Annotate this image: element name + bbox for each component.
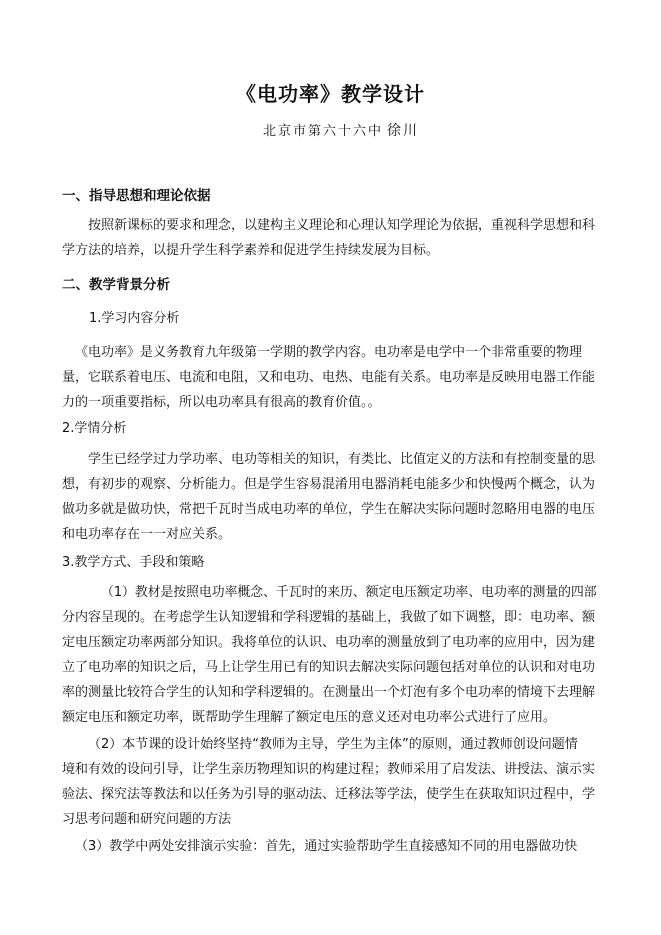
student-analysis-text — [62, 447, 602, 547]
section-heading-guiding-ideas: 一、指导思想和理论依据 — [62, 188, 211, 204]
text-line: 力的一项重要指标，所以电功率具有很高的教育价值。。 — [62, 395, 381, 410]
document-title: 《电功率》教学设计 — [236, 82, 425, 106]
text-line: 率的测量比较符合学生的认知和学科逻辑的。在测量出一个灯泡有多个电功率的情境下去理解 — [62, 685, 596, 700]
text-line: 想，有初步的观察、分析能力。但是学生容易混淆用电器消耗电能多少和快慢两个概念，认为 — [62, 477, 596, 492]
text-line: 《电功率》是义务教育九年级第一学期的教学内容。电功率是电学中一个非常重要的物理 — [75, 345, 583, 360]
teaching-methods-p1 — [62, 580, 602, 730]
author-line — [263, 120, 419, 140]
text-line: 按照新课标的要求和理念，以建构主义理论和心理认知学理论为依据，重视科学思想和科 — [88, 218, 596, 233]
section-guiding-ideas-text — [62, 213, 602, 263]
text-line: （2）本节课的设计始终坚持“教师为主导，学生为主体”的原则，通过教师创设问题情 — [88, 737, 578, 752]
author-name: 徐川 — [387, 123, 420, 139]
text-line: 学方法的培养，以提升学生科学素养和促进学生持续发展为目标。 — [62, 243, 440, 258]
teaching-methods-p2 — [62, 732, 602, 832]
text-line: 境和有效的设问引导，让学生亲历物理知识的构建过程；教师采用了启发法、讲授法、演示实 — [62, 762, 596, 777]
section-heading-background: 二、教学背景分析 — [62, 277, 170, 293]
text-line: 额定电压和额定功率，既帮助学生理解了额定电压的意义还对电功率公式进行了应用。 — [62, 710, 557, 725]
text-line: （3）教学中两处安排演示实验：首先，通过实验帮助学生直接感知不同的用电器做功快 — [75, 839, 578, 854]
text-line: 习思考问题和研究问题的方法 — [62, 812, 232, 827]
author-school: 北京市第六十六中 — [263, 124, 384, 139]
subheading-student-analysis: 2.学情分析 — [62, 421, 127, 436]
text-line: 做功多就是做功快，常把千瓦时当成电功率的单位，学生在解决实际问题时忽略用电器的电压 — [62, 502, 596, 517]
subheading-content-analysis: 1.学习内容分析 — [89, 311, 180, 326]
content-analysis-text — [62, 340, 602, 415]
text-line: 量，它联系着电压、电流和电阻，又和电功、电热、电能有关系。电功率是反映用电器工作能 — [62, 370, 596, 385]
text-line: 验法、探究法等教法和以任务为引导的驱动法、迁移法等学法，使学生在获取知识过程中，学 — [62, 787, 596, 802]
text-line: 定电压额定功率两部分知识。我将单位的认识、电功率的测量放到了电功率的应用中，因为建 — [62, 635, 596, 650]
text-line: （1）教材是按照电功率概念、千瓦时的来历、额定电压额定功率、电功率的测量的四部 — [101, 585, 597, 600]
text-line: 和电功率存在一一对应关系。 — [62, 527, 232, 542]
teaching-methods-p3 — [62, 834, 602, 859]
text-line: 分内容呈现的。在考虑学生认知逻辑和学科逻辑的基础上，我做了如下调整，即：电功率、额 — [62, 610, 596, 625]
text-line: 立了电功率的知识之后，马上让学生用已有的知识去解决实际问题包括对单位的认识和对电功 — [62, 660, 596, 675]
subheading-teaching-methods: 3.教学方式、手段和策略 — [62, 555, 205, 570]
text-line: 学生已经学过力学功率、电功等相关的知识，有类比、比值定义的方法和有控制变量的思 — [88, 452, 596, 467]
